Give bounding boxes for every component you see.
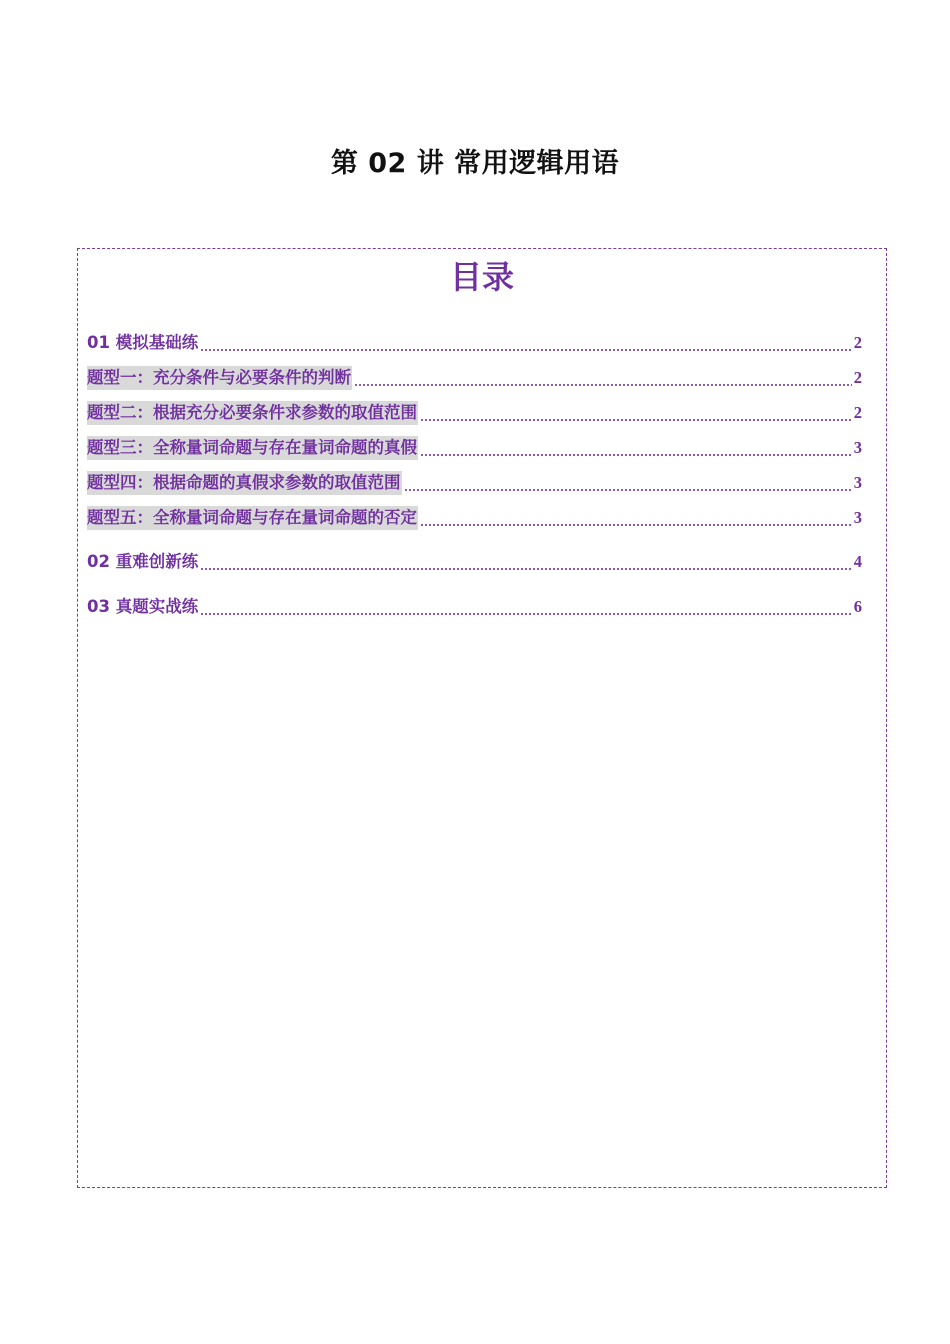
toc-entry-page: 3 xyxy=(853,473,862,492)
toc-entry-page: 6 xyxy=(853,597,862,616)
toc-entry-type-3[interactable] xyxy=(87,434,862,462)
toc-leader-dots xyxy=(420,449,852,457)
toc-entry-label: 01 模拟基础练 xyxy=(87,333,199,352)
toc-leader-dots xyxy=(420,519,852,527)
toc-heading: 目录 xyxy=(449,258,514,296)
toc-leader-dots xyxy=(200,608,852,616)
toc-entry-type-4[interactable] xyxy=(87,469,862,497)
toc-entry-page: 3 xyxy=(853,508,862,527)
toc-entry-type-5[interactable] xyxy=(87,504,862,532)
toc-entry-section-03[interactable] xyxy=(87,593,862,621)
toc-leader-dots xyxy=(404,484,852,492)
document-title: 第 02 讲 常用逻辑用语 xyxy=(330,148,620,179)
toc-entry-label: 题型一：充分条件与必要条件的判断 xyxy=(87,366,352,390)
toc-leader-dots xyxy=(200,563,852,571)
toc-entry-label: 题型二：根据充分必要条件求参数的取值范围 xyxy=(87,401,418,425)
toc-leader-dots xyxy=(420,414,852,422)
toc-entry-page: 2 xyxy=(853,403,862,422)
toc-entry-label: 题型五：全称量词命题与存在量词命题的否定 xyxy=(87,506,418,530)
toc-entry-label: 03 真题实战练 xyxy=(87,597,199,616)
toc-entry-type-2[interactable] xyxy=(87,399,862,427)
toc-entry-page: 3 xyxy=(853,438,862,457)
table-of-contents xyxy=(77,248,887,1188)
toc-entry-label: 02 重难创新练 xyxy=(87,552,199,571)
toc-entry-section-02[interactable] xyxy=(87,548,862,576)
toc-entry-label: 题型四：根据命题的真假求参数的取值范围 xyxy=(87,471,402,495)
toc-leader-dots xyxy=(200,344,852,352)
toc-entry-page: 2 xyxy=(853,368,862,387)
toc-entry-label: 题型三：全称量词命题与存在量词命题的真假 xyxy=(87,436,418,460)
toc-entry-type-1[interactable] xyxy=(87,364,862,392)
toc-entry-page: 4 xyxy=(853,552,862,571)
toc-entry-page: 2 xyxy=(853,333,862,352)
toc-leader-dots xyxy=(354,379,852,387)
toc-entry-section-01[interactable] xyxy=(87,329,862,357)
